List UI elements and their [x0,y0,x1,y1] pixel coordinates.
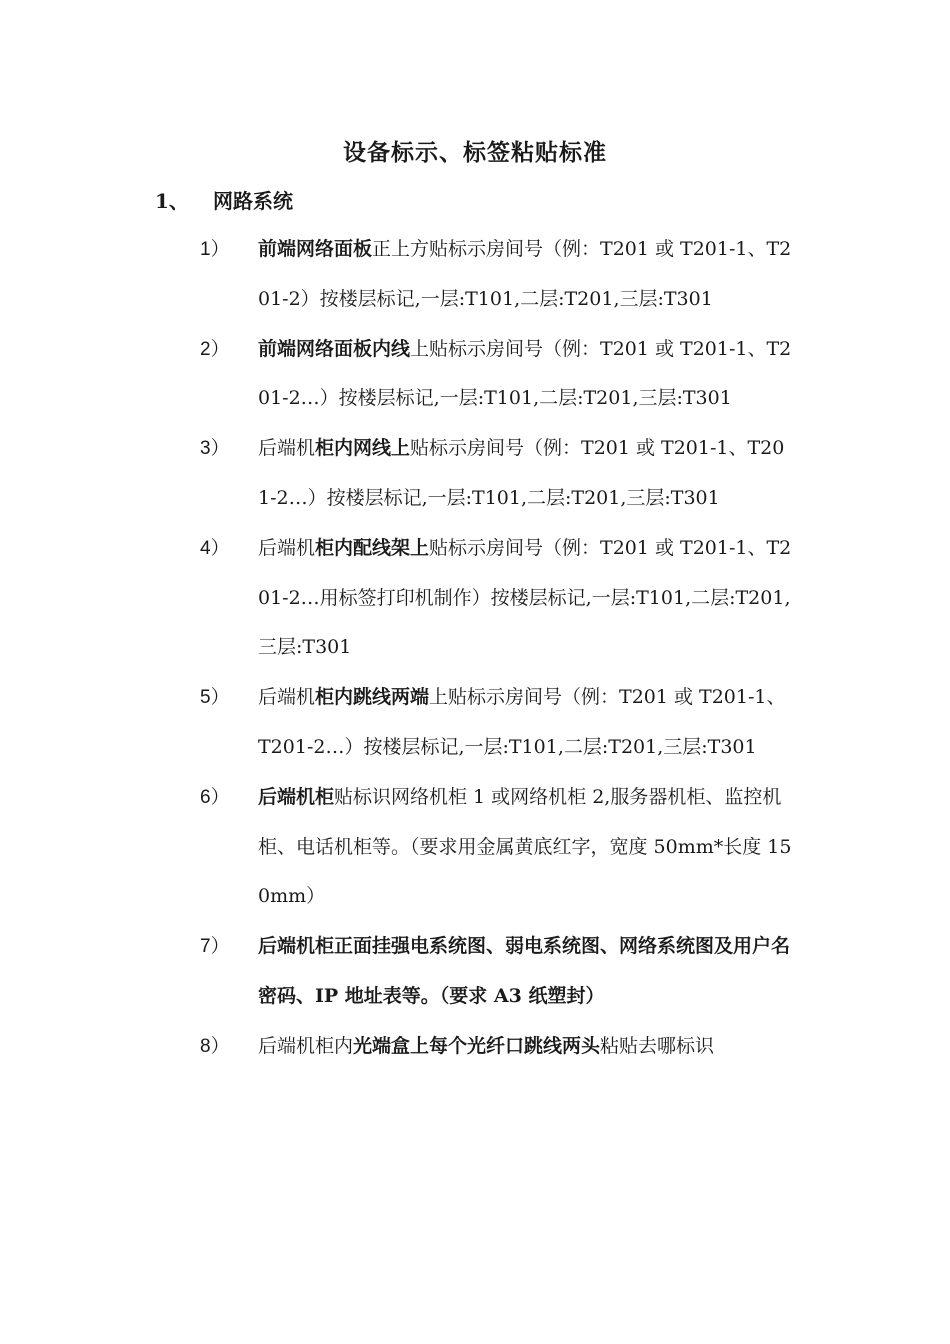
body-text: 后端机 [258,686,316,709]
list-item [200,1022,800,1072]
list-item [200,524,800,673]
list-item [200,673,800,773]
emphasized-text: 后端机柜正面挂强电系统图、弱电系统图、网络系统图及用户名密码、IP 地址表等。（要求 A3 纸塑封） [258,935,791,1007]
list-item-text [258,673,796,773]
item-list [200,225,800,1072]
list-item [200,922,800,1022]
body-text: 正上方贴标示房间号（例：T201 或 T201-1、T201-2）按楼层标记,一层:T101,二层:T201,三层:T301 [258,238,792,310]
list-item-index: 8） [200,1035,230,1057]
body-text: 上贴标示房间号（例：T201 或 T201-1、T201-2…）按楼层标记,一层:T101,二层:T201,三层:T301 [258,337,792,410]
list-item-index: 1） [200,239,230,260]
list-item-index: 3） [200,438,230,460]
emphasized-text: 光端盒上每个光纤口跳线两头 [353,1034,601,1057]
body-text: 后端机柜内 [258,1034,354,1057]
emphasized-text: 柜内跳线两端 [315,686,430,709]
body-text: 贴标示房间号（例：T201 或 T201-1、T201-2…）按楼层标记,一层:T101,二层:T201,三层:T301 [258,437,785,509]
list-item-text [258,524,796,673]
list-item-index: 6） [200,786,230,808]
list-item-text [258,922,796,1022]
emphasized-text: 前端网络面板 [258,238,373,260]
body-text: 后端机 [258,536,316,559]
list-item [200,225,800,325]
list-item [200,424,800,524]
page-title: 设备标示、标签粘贴标准 [343,139,607,166]
emphasized-text: 前端网络面板内线 [258,337,411,360]
list-item-text [258,773,796,922]
list-item [200,325,800,425]
section-heading [155,185,293,214]
body-text: 上贴标示房间号（例：T201 或 T201-1、T201-2…）按楼层标记,一层:T101,二层:T201,三层:T301 [258,686,786,758]
list-item-index: 5） [200,687,230,709]
list-item [200,773,800,922]
list-item-index: 7） [200,936,230,958]
list-item-text [258,424,796,524]
emphasized-text: 后端机柜 [258,785,335,808]
list-item-text [258,325,796,425]
body-text: 粘贴去哪标识 [600,1034,715,1057]
body-text: 贴标示房间号（例：T201 或 T201-1、T201-2…用标签打印机制作）按楼层标记,一层:T101,二层:T201,三层:T301 [258,536,792,659]
body-text: 贴标识网络机柜 1 或网络机柜 2,服务器机柜、监控机柜、电话机柜等。（要求用金属黄底红字，宽度 50mm*长度 150mm） [258,785,792,908]
list-item-text [258,225,796,325]
emphasized-text: 柜内配线架上 [315,536,430,559]
list-item-index: 4） [200,537,230,559]
list-item-index: 2） [200,338,230,360]
emphasized-text: 柜内网线上 [315,437,411,460]
section-title: 网路系统 [213,189,293,213]
list-item-text [258,1022,796,1072]
section-number: 1、 [155,189,189,213]
body-text: 后端机 [258,437,316,460]
